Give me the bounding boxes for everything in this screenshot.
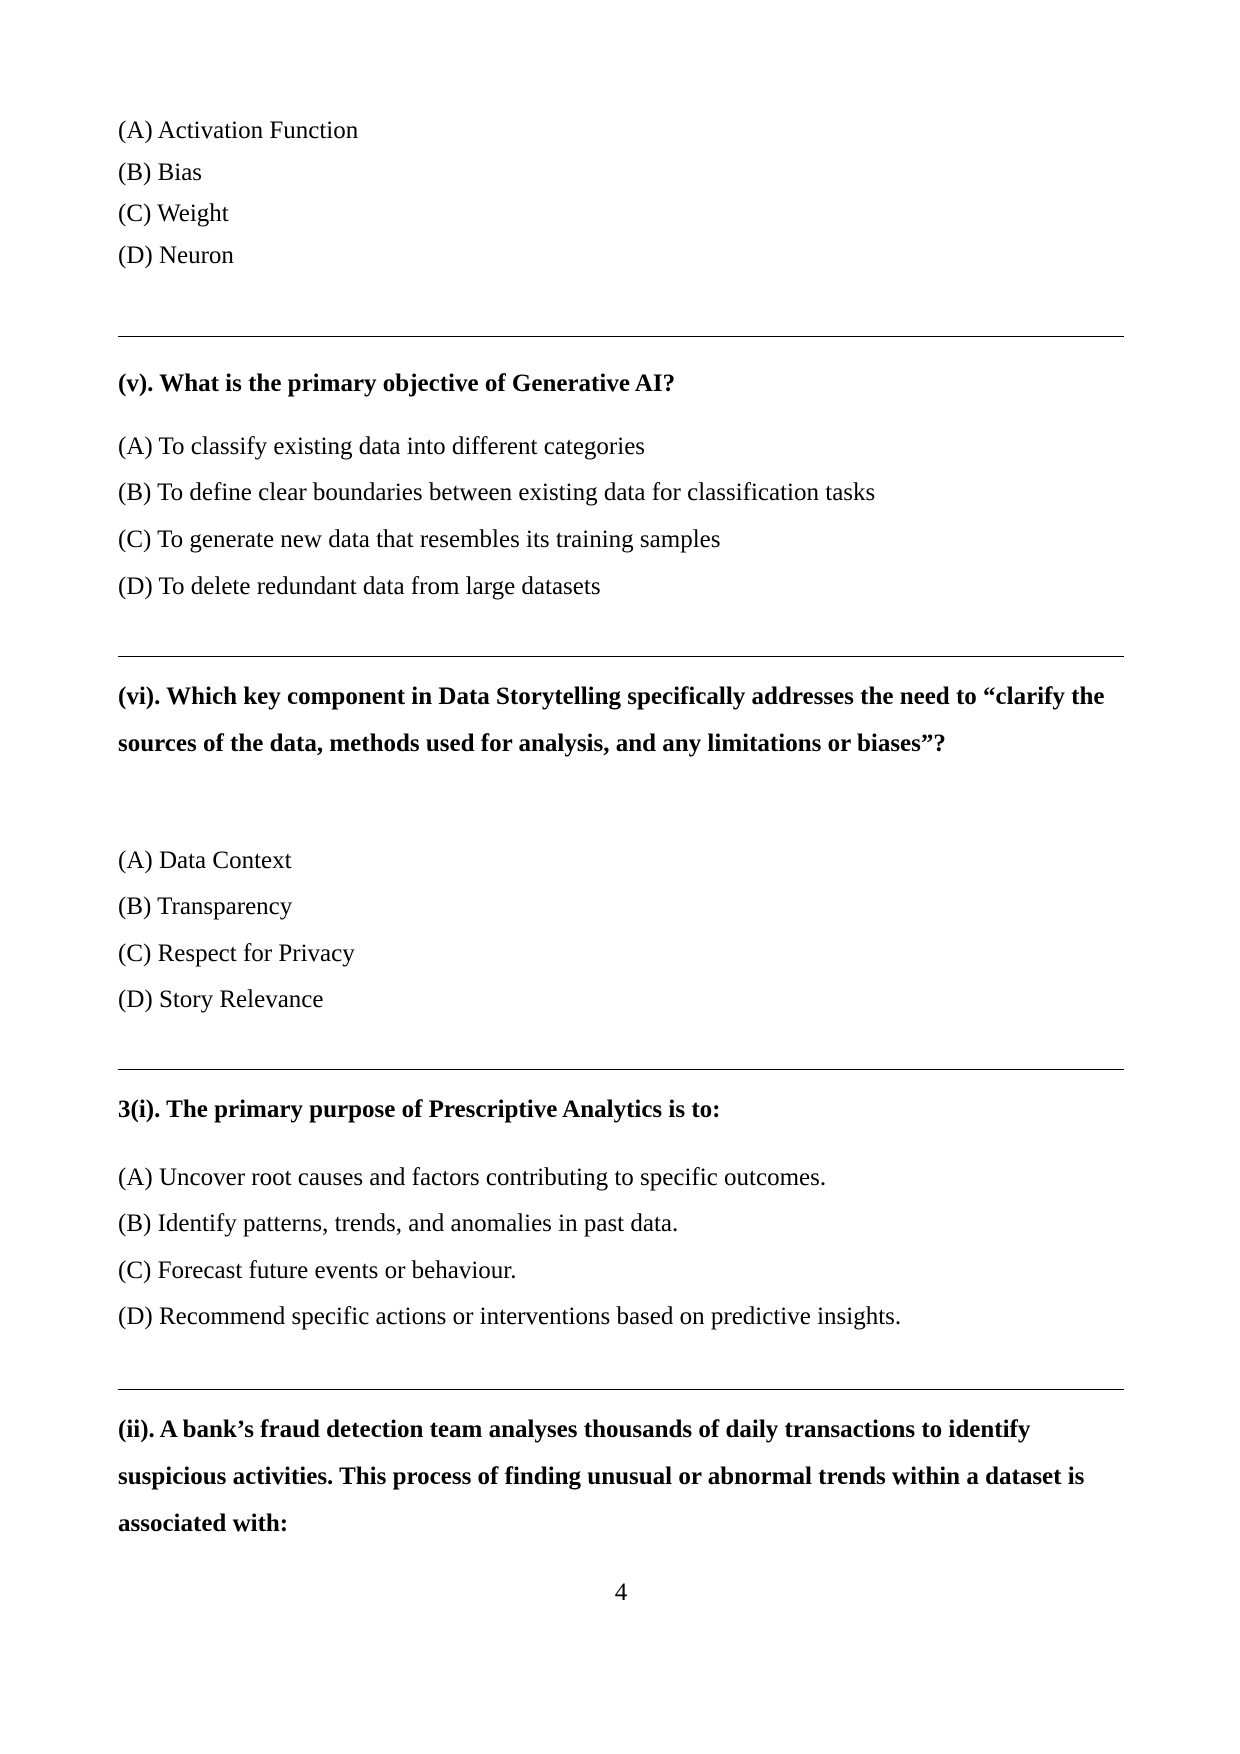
option-b: (B) Transparency bbox=[118, 893, 293, 920]
option-a: (A) Activation Function bbox=[118, 117, 359, 144]
divider bbox=[118, 1069, 1124, 1070]
question-text: (vi). Which key component in Data Storytelling specifically addresses the need to “clarify the sources of the data, methods used for analysis, and any limitations or biases”? bbox=[118, 683, 1105, 757]
option-c: (C) To generate new data that resembles its training samples bbox=[118, 526, 721, 553]
option-c: (C) Weight bbox=[118, 200, 229, 227]
option-a: (A) Data Context bbox=[118, 847, 292, 874]
option-c: (C) Forecast future events or behaviour. bbox=[118, 1257, 517, 1284]
question-text: 3(i). The primary purpose of Prescriptive Analytics is to: bbox=[118, 1096, 721, 1123]
option-b: (B) Identify patterns, trends, and anomalies in past data. bbox=[118, 1210, 679, 1237]
option-a: (A) To classify existing data into different categories bbox=[118, 433, 646, 460]
option-d: (D) Neuron bbox=[118, 242, 234, 269]
divider bbox=[118, 656, 1124, 657]
option-d: (D) Story Relevance bbox=[118, 986, 324, 1013]
exam-page bbox=[118, 0, 1124, 1754]
option-a: (A) Uncover root causes and factors contributing to specific outcomes. bbox=[118, 1164, 827, 1191]
divider bbox=[118, 1389, 1124, 1390]
option-d: (D) Recommend specific actions or interventions based on predictive insights. bbox=[118, 1303, 902, 1330]
option-b: (B) Bias bbox=[118, 159, 203, 186]
option-c: (C) Respect for Privacy bbox=[118, 940, 355, 967]
option-b: (B) To define clear boundaries between existing data for classification tasks bbox=[118, 479, 876, 506]
option-d: (D) To delete redundant data from large datasets bbox=[118, 573, 601, 600]
question-text: (v). What is the primary objective of Generative AI? bbox=[118, 370, 676, 397]
question-text: (ii). A bank’s fraud detection team analyses thousands of daily transactions to identify suspicious activities. This process of finding unusual or abnormal trends within a dataset is associated with: bbox=[118, 1416, 1085, 1537]
divider bbox=[118, 336, 1124, 337]
page-number: 4 bbox=[614, 1579, 628, 1606]
